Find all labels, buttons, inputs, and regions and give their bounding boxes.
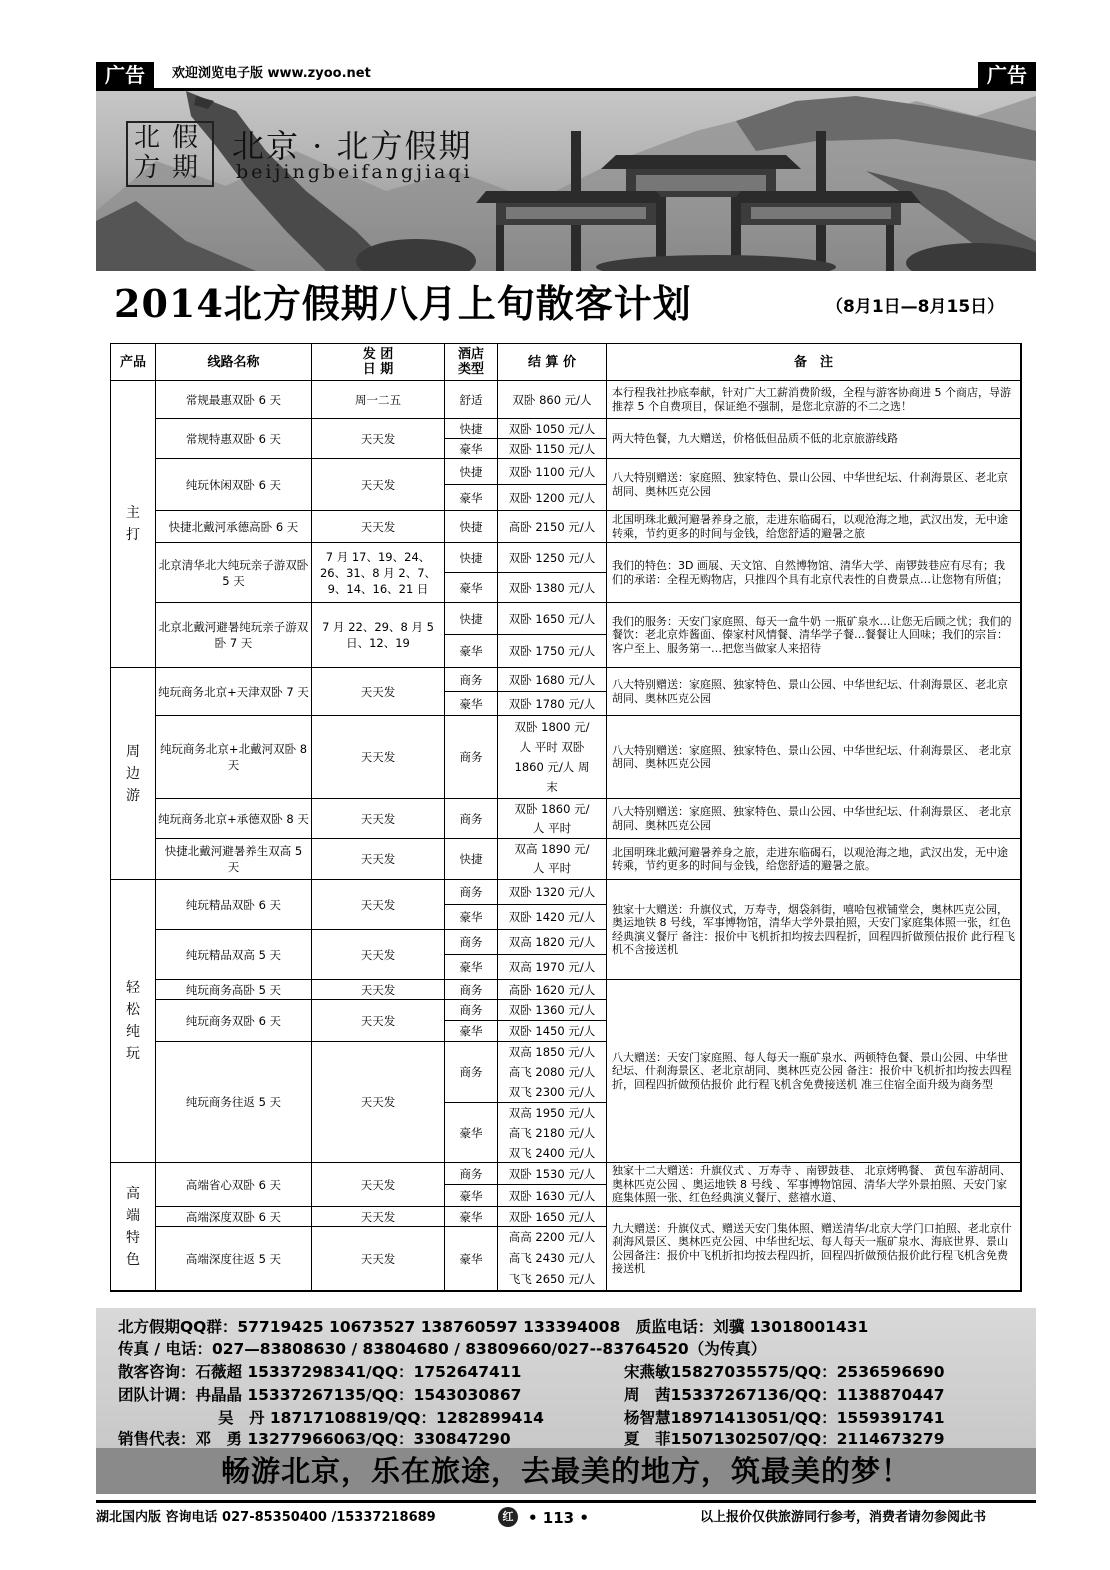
hotel-type: 快捷 — [445, 543, 498, 573]
hotel-type: 快捷 — [445, 603, 498, 635]
hotel-type: 商务 — [445, 668, 498, 692]
category-leisure: 轻 松 纯 玩 — [111, 880, 156, 1163]
route-name: 高端深度双卧 6 天 — [156, 1207, 312, 1227]
price: 高卧 1620 元/人 — [498, 980, 607, 1000]
price: 双卧 1360 元/人 — [498, 1000, 607, 1021]
depart-date: 天天发 — [312, 1042, 445, 1163]
depart-date: 天天发 — [312, 419, 445, 459]
depart-date: 周一二五 — [312, 381, 445, 419]
route-name: 常规最惠双卧 6 天 — [156, 381, 312, 419]
date-range: （8月1日—8月15日） — [826, 297, 1005, 317]
note: 八大特别赠送：家庭照、独家特色、景山公园、中华世纪坛、什刹海景区、老北京胡同、奥林匹克公园 — [607, 459, 1021, 511]
price: 双卧 1860 元/人 平时 — [498, 799, 607, 839]
hotel-type: 豪华 — [445, 955, 498, 980]
contact-block — [96, 1308, 1036, 1450]
route-name: 北京清华北大纯玩亲子游双卧 5 天 — [156, 543, 312, 603]
price: 双卧 1380 元/人 — [498, 573, 607, 603]
hotel-type: 商务 — [445, 980, 498, 1000]
note: 九大赠送：升旗仪式、赠送天安门集体照、赠送清华/北京大学门口拍照、老北京什刹海风景区、奥林匹克公园、中华世纪坛、每人每天一瓶矿泉水、海底世界、景山公园备注：报价中飞机折扣均按去程四折，回程四折做预估报价此行程飞机含免费接送机 — [607, 1207, 1021, 1291]
route-name: 纯玩商务双卧 6 天 — [156, 1000, 312, 1042]
ad-label-right: 广告 — [978, 62, 1036, 88]
price: 双卧 1420 元/人 — [498, 905, 607, 930]
hotel-type: 舒适 — [445, 381, 498, 419]
category-main: 主 打 — [111, 381, 156, 668]
logo-char-3: 方 — [134, 153, 161, 183]
hotel-type: 快捷 — [445, 511, 498, 543]
note: 北国明珠北戴河避暑养身之旅，走进东临碣石，以观沧海之地，武汉出发，无中途转乘，节约更多的时间与金钱，给您舒适的避暑之旅。 — [607, 839, 1021, 880]
price: 双卧 1050 元/人 — [498, 419, 607, 439]
hotel-type: 豪华 — [445, 1207, 498, 1227]
header-note: 备 注 — [607, 344, 1021, 381]
contact-line: 团队计调：冉晶晶 15337267135/QQ：1543030867 — [118, 1386, 522, 1404]
price: 双卧 1200 元/人 — [498, 485, 607, 511]
footer-left: 湖北国内版 咨询电话 027-85350400 /15337218689 — [96, 1510, 436, 1525]
hotel-type: 豪华 — [445, 1185, 498, 1207]
depart-date: 天天发 — [312, 839, 445, 880]
route-name: 纯玩休闲双卧 6 天 — [156, 459, 312, 511]
contact-line: 宋燕敏15827035575/QQ：2536596690 — [624, 1363, 945, 1381]
contact-line: 销售代表：邓 勇 13277966063/QQ：330847290 — [118, 1430, 511, 1448]
route-name: 纯玩商务北京+天津双卧 7 天 — [156, 668, 312, 716]
depart-date: 天天发 — [312, 1207, 445, 1227]
schedule-table — [110, 343, 1022, 1292]
header-hotel: 酒店 类型 — [445, 344, 498, 381]
note: 八大赠送：天安门家庭照、每人每天一瓶矿泉水、两顿特色餐、景山公园、中华世纪坛、什刹海景区、老北京胡同、奥林匹克公园 备注：报价中飞机折扣均按去四程折，回程四折做预估报价 此行程飞机含免费接送机 准三住宿全面升级为商务型 — [607, 980, 1021, 1163]
page-title: 2014北方假期八月上旬散客计划 — [114, 281, 692, 326]
contact-line: 散客咨询：石薇超 15337298341/QQ：1752647411 — [118, 1363, 522, 1381]
note: 独家十大赠送：升旗仪式，万寿寺，烟袋斜街，嘻哈包袱铺堂会，奥林匹克公园，奥运地铁 8 号线，军事博物馆，清华大学外景拍照，天安门家庭集体照一张，红色经典演义餐厅 备注：报价中飞机折扣均按去四程折，回程四折做预估报价 此行程飞机不含接送机 — [607, 880, 1021, 980]
depart-date: 天天发 — [312, 1000, 445, 1042]
ad-label-left: 广告 — [96, 62, 154, 88]
price: 双高 1850 元/人 高飞 2080 元/人 双飞 2300 元/人 — [498, 1042, 607, 1103]
note: 八大特别赠送：家庭照、独家特色、景山公园、中华世纪坛、什刹海景区、 老北京胡同、奥林匹克公园 — [607, 716, 1021, 799]
price: 双卧 860 元/人 — [498, 381, 607, 419]
note: 本行程我社抄底奉献，针对广大工薪消费阶级，全程与游客协商进 5 个商店，导游推荐 5 个自费项目，保证绝不强制，是您北京游的不二之选！ — [607, 381, 1021, 419]
hotel-type: 快捷 — [445, 839, 498, 880]
depart-date: 7 月 22、29、8 月 5 日、12、19 — [312, 603, 445, 668]
route-name: 高端省心双卧 6 天 — [156, 1163, 312, 1207]
price: 双卧 1250 元/人 — [498, 543, 607, 573]
contact-qq-group: 北方假期QQ群：57719425 10673527 138760597 133394008 质监电话：刘骥 13018001431 — [118, 1318, 869, 1336]
price: 双高 1820 元/人 — [498, 930, 607, 955]
hotel-type: 商务 — [445, 1163, 498, 1185]
contact-line: 周 茜15337267136/QQ：1138870447 — [624, 1386, 945, 1404]
depart-date: 天天发 — [312, 930, 445, 980]
depart-date: 天天发 — [312, 1227, 445, 1291]
price: 双卧 1630 元/人 — [498, 1185, 607, 1207]
note: 我们的特色：3D 画展、天文馆、自然博物馆、清华大学、南锣鼓巷应有尽有；我们的承诺：全程无购物店，只推四个具有北京代表性的自费景点…让您物有所值； — [607, 543, 1021, 603]
note: 八大特别赠送：家庭照、独家特色、景山公园、中华世纪坛、什刹海景区、 老北京胡同、奥林匹克公园 — [607, 799, 1021, 839]
badge-icon: 红 — [498, 1507, 518, 1527]
slogan: 畅游北京，乐在旅途，去最美的地方，筑最美的梦！ — [96, 1448, 1036, 1494]
price: 双卧 1530 元/人 — [498, 1163, 607, 1185]
depart-date: 天天发 — [312, 511, 445, 543]
price: 双卧 1680 元/人 — [498, 668, 607, 692]
route-name: 纯玩商务高卧 5 天 — [156, 980, 312, 1000]
hotel-type: 商务 — [445, 799, 498, 839]
hotel-type: 豪华 — [445, 692, 498, 716]
depart-date: 7 月 17、19、24、26、31、8 月 2、7、9、14、16、21 日 — [312, 543, 445, 603]
route-name: 快捷北戴河避暑养生双高 5 天 — [156, 839, 312, 880]
note: 我们的服务：天安门家庭照、每天一盒牛奶 一瓶矿泉水…让您无后顾之忧；我们的餐饮：老北京炸酱面、傣家村风情餐、清华学子餐…餐餐让人回味；我们的宗旨：客户至上、服务第一…把您当做家人来招待 — [607, 603, 1021, 668]
header-depart: 发 团 日 期 — [312, 344, 445, 381]
hotel-type: 商务 — [445, 716, 498, 799]
category-nearby: 周 边 游 — [111, 668, 156, 880]
route-name: 纯玩商务北京+北戴河双卧 8 天 — [156, 716, 312, 799]
header-product: 产品 — [111, 344, 156, 381]
hotel-type: 豪华 — [445, 1227, 498, 1291]
route-name: 常规特惠双卧 6 天 — [156, 419, 312, 459]
logo-char-2: 假 — [172, 123, 199, 153]
note: 两大特色餐，九大赠送，价格低但品质不低的北京旅游线路 — [607, 419, 1021, 459]
price: 双卧 1450 元/人 — [498, 1021, 607, 1042]
note: 独家十二大赠送：升旗仪式 、万寿寺 、南锣鼓巷、 北京烤鸭餐、 黄包车游胡同、奥林匹克公园 、奥运地铁 8 号线 、军事博物馆园、清华大学外景拍照、天安门家庭集体照一张、红色经典演义餐厅、慈禧水道、 — [607, 1163, 1021, 1207]
price: 双高 1890 元/人 平时 — [498, 839, 607, 880]
contact-fax-phone: 传真 / 电话：027—83808630 / 83804680 / 83809660/027--83764520（为传真） — [118, 1340, 767, 1358]
route-name: 北京北戴河避暑纯玩亲子游双卧 7 天 — [156, 603, 312, 668]
logo — [126, 121, 214, 187]
hotel-type: 快捷 — [445, 419, 498, 439]
site-text: 欢迎浏览电子版 www.zyoo.net — [172, 66, 371, 81]
contact-line: 吴 丹 18717108819/QQ：1282899414 — [218, 1409, 544, 1427]
bottom-divider — [96, 1500, 1036, 1503]
page-number: • 113 • — [528, 1509, 589, 1527]
price: 双卧 1800 元/人 平时 双卧 1860 元/人 周末 — [498, 716, 607, 799]
depart-date: 天天发 — [312, 459, 445, 511]
depart-date: 天天发 — [312, 880, 445, 930]
depart-date: 天天发 — [312, 1163, 445, 1207]
depart-date: 天天发 — [312, 716, 445, 799]
hotel-type: 商务 — [445, 930, 498, 955]
price: 双卧 1150 元/人 — [498, 439, 607, 459]
price: 双高 1950 元/人 高飞 2180 元/人 双飞 2400 元/人 — [498, 1103, 607, 1163]
footer-right: 以上报价仅供旅游同行参考，消费者请勿参阅此书 — [700, 1510, 987, 1525]
banner-subtitle: beijingbeifangjiaqi — [236, 161, 473, 183]
route-name: 高端深度往返 5 天 — [156, 1227, 312, 1291]
hotel-type: 豪华 — [445, 439, 498, 459]
route-name: 快捷北戴河承德高卧 6 天 — [156, 511, 312, 543]
route-name: 纯玩精品双高 5 天 — [156, 930, 312, 980]
price: 双卧 1320 元/人 — [498, 880, 607, 905]
hotel-type: 商务 — [445, 1042, 498, 1103]
price: 双卧 1650 元/人 — [498, 603, 607, 635]
price: 高卧 2150 元/人 — [498, 511, 607, 543]
hotel-type: 商务 — [445, 880, 498, 905]
logo-char-1: 北 — [134, 123, 161, 153]
depart-date: 天天发 — [312, 980, 445, 1000]
contact-line: 夏 菲15071302507/QQ：2114673279 — [624, 1430, 945, 1448]
note: 北国明珠北戴河避暑养身之旅，走进东临碣石，以观沧海之地，武汉出发，无中途转乘，节约更多的时间与金钱，给您舒适的避暑之旅 — [607, 511, 1021, 543]
hotel-type: 豪华 — [445, 905, 498, 930]
price: 高高 2200 元/人 高飞 2430 元/人 飞飞 2650 元/人 — [498, 1227, 607, 1291]
contact-line: 杨智慧18971413051/QQ：1559391741 — [624, 1409, 945, 1427]
price: 双卧 1100 元/人 — [498, 459, 607, 485]
route-name: 纯玩商务往返 5 天 — [156, 1042, 312, 1163]
header-route: 线路名称 — [156, 344, 312, 381]
route-name: 纯玩精品双卧 6 天 — [156, 880, 312, 930]
depart-date: 天天发 — [312, 668, 445, 716]
price: 双卧 1650 元/人 — [498, 1207, 607, 1227]
banner-title: 北京 · 北方假期 — [232, 127, 473, 165]
hotel-type: 豪华 — [445, 635, 498, 668]
header-price: 结 算 价 — [498, 344, 607, 381]
category-premium: 高 端 特 色 — [111, 1163, 156, 1291]
banner — [96, 91, 1036, 271]
hotel-type: 快捷 — [445, 459, 498, 485]
note: 八大特别赠送：家庭照、独家特色、景山公园、中华世纪坛、什刹海景区、老北京胡同、奥林匹克公园 — [607, 668, 1021, 716]
hotel-type: 豪华 — [445, 573, 498, 603]
price: 双高 1970 元/人 — [498, 955, 607, 980]
depart-date: 天天发 — [312, 799, 445, 839]
hotel-type: 豪华 — [445, 1021, 498, 1042]
hotel-type: 豪华 — [445, 1103, 498, 1163]
logo-char-4: 期 — [172, 153, 199, 183]
price: 双卧 1780 元/人 — [498, 692, 607, 716]
hotel-type: 豪华 — [445, 485, 498, 511]
price: 双卧 1750 元/人 — [498, 635, 607, 668]
route-name: 纯玩商务北京+承德双卧 8 天 — [156, 799, 312, 839]
hotel-type: 商务 — [445, 1000, 498, 1021]
